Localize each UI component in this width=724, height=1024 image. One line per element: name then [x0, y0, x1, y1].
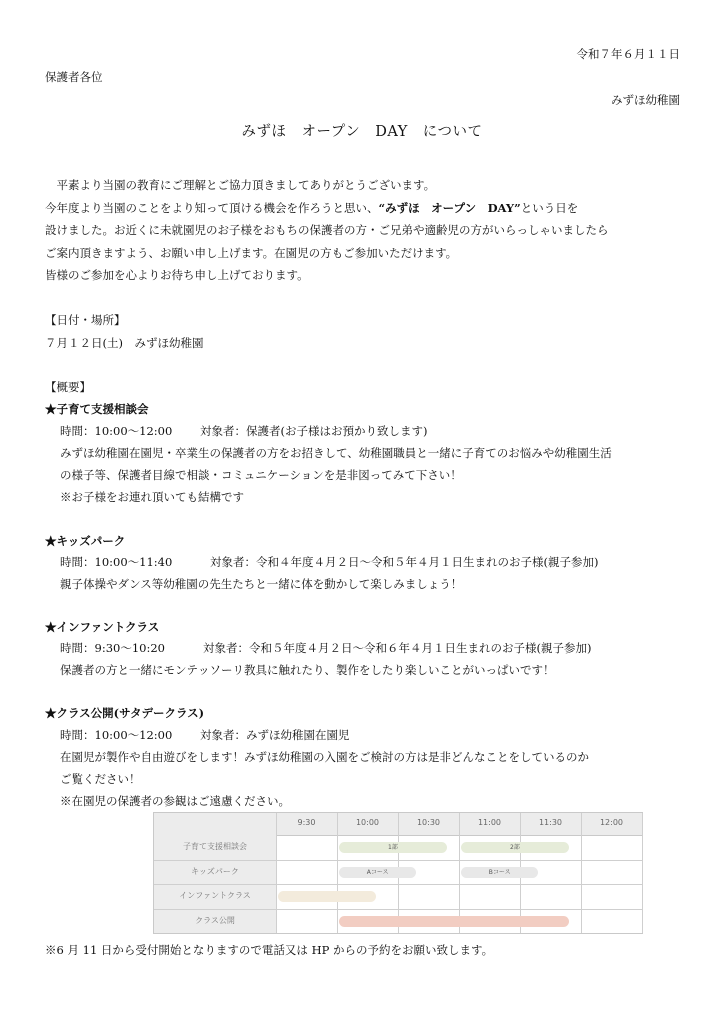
datetime-value: ７月１２日(土) みずほ幼稚園 — [45, 336, 204, 350]
schedule-bar: Aコース — [339, 867, 416, 878]
schedule-column-divider — [337, 813, 338, 933]
section-title: ★インファントクラス — [45, 620, 160, 634]
section-time: 時間：9:30～10:20 — [60, 641, 165, 655]
section-target: 対象者：保護者(お子様はお預かり致します) — [200, 424, 428, 438]
schedule-row-divider — [154, 884, 642, 885]
section-line: みずほ幼稚園在園児・卒業生の保護者の方をお招きして、幼稚園職員と一緒に子育てのお悩みや幼稚園生活 — [60, 446, 612, 460]
schedule-column-divider — [642, 813, 643, 933]
schedule-time-label: 11:00 — [477, 818, 502, 827]
section-title: ★子育て支援相談会 — [45, 402, 149, 416]
section-line: 在園児が製作や自由遊びをします！みずほ幼稚園の入園をご検討の方は是非どんなことをしているのか — [60, 750, 589, 764]
section-time: 時間：10:00～12:00 — [60, 728, 173, 742]
schedule-table — [153, 812, 643, 934]
document-date: 令和７年６月１１日 — [576, 47, 680, 61]
schedule-time-label: 9:30 — [297, 818, 316, 827]
schedule-time-label: 10:30 — [416, 818, 441, 827]
section-line: 保護者の方と一緒にモンテッソーリ教具に触れたり、製作をしたり楽しいことがいっぱいです！ — [60, 663, 555, 677]
schedule-time-label: 12:00 — [599, 818, 624, 827]
intro-line: 設けました。お近くに未就園児のお子様をおもちの保護者の方・ご兄弟や適齢児の方がいらっしゃいましたら — [45, 223, 609, 237]
schedule-row-divider — [154, 860, 642, 861]
section-target: 対象者：令和５年度４月２日～令和６年４月１日生まれのお子様(親子参加) — [203, 641, 592, 655]
schedule-column-divider — [276, 813, 277, 933]
overview-heading: 【概要】 — [45, 380, 91, 394]
section-line: ※在園児の保護者の参観はご遠慮ください。 — [60, 794, 290, 808]
section-time: 時間：10:00～11:40 — [60, 555, 173, 569]
schedule-time-label: 10:00 — [355, 818, 380, 827]
sender: みずほ幼稚園 — [611, 93, 680, 107]
page-title: みずほ オープン DAY について — [241, 124, 483, 140]
section-line: ご覧ください！ — [60, 772, 141, 786]
section-target: 対象者：令和４年度４月２日～令和５年４月１日生まれのお子様(親子参加) — [210, 555, 599, 569]
schedule-row-label: インファントクラス — [179, 891, 251, 900]
schedule-bar — [339, 916, 569, 927]
section-title: ★クラス公開(サタデークラス) — [45, 706, 205, 720]
datetime-heading: 【日付・場所】 — [45, 313, 126, 327]
schedule-row-divider — [154, 909, 642, 910]
schedule-column-divider — [581, 813, 582, 933]
section-target: 対象者：みずほ幼稚園在園児 — [200, 728, 350, 742]
schedule-row-label: キッズパーク — [191, 866, 239, 876]
section-line: ※お子様をお連れ頂いても結構です — [60, 490, 244, 504]
schedule-row-label: 子育て支援相談会 — [183, 842, 247, 851]
event-name-emphasis: “みずほ オープン DAY” — [378, 201, 521, 215]
addressee: 保護者各位 — [45, 70, 103, 84]
schedule-bar — [278, 891, 376, 902]
section-time: 時間：10:00～12:00 — [60, 424, 173, 438]
schedule-bar: Bコース — [461, 867, 538, 878]
intro-line: 平素より当園の教育にご理解とご協力頂きましてありがとうございます。 — [45, 178, 436, 192]
intro-line: 皆様のご参加を心よりお待ち申し上げております。 — [45, 268, 309, 282]
intro-text: という日を — [520, 201, 579, 215]
schedule-bar: 1部 — [339, 842, 447, 853]
intro-line: ご案内頂きますよう、お願い申し上げます。在園児の方もご参加いただけます。 — [45, 246, 458, 260]
section-line: 親子体操やダンス等幼稚園の先生たちと一緒に体を動かして楽しみましょう！ — [60, 577, 463, 591]
footer-note: ※6 月 11 日から受付開始となりますので電話又は HP からの予約をお願い致します。 — [45, 943, 494, 957]
schedule-row-label: クラス公開 — [195, 915, 235, 925]
intro-text: 今年度より当園のことをより知って頂ける機会を作ろうと思い、 — [45, 201, 379, 215]
intro-line — [45, 203, 578, 215]
schedule-bar: 2部 — [461, 842, 569, 853]
section-line: の様子等、保護者目線で相談・コミュニケーションを是非図ってみて下さい！ — [60, 468, 462, 482]
schedule-time-label: 11:30 — [538, 818, 563, 827]
section-title: ★キッズパーク — [45, 534, 126, 548]
